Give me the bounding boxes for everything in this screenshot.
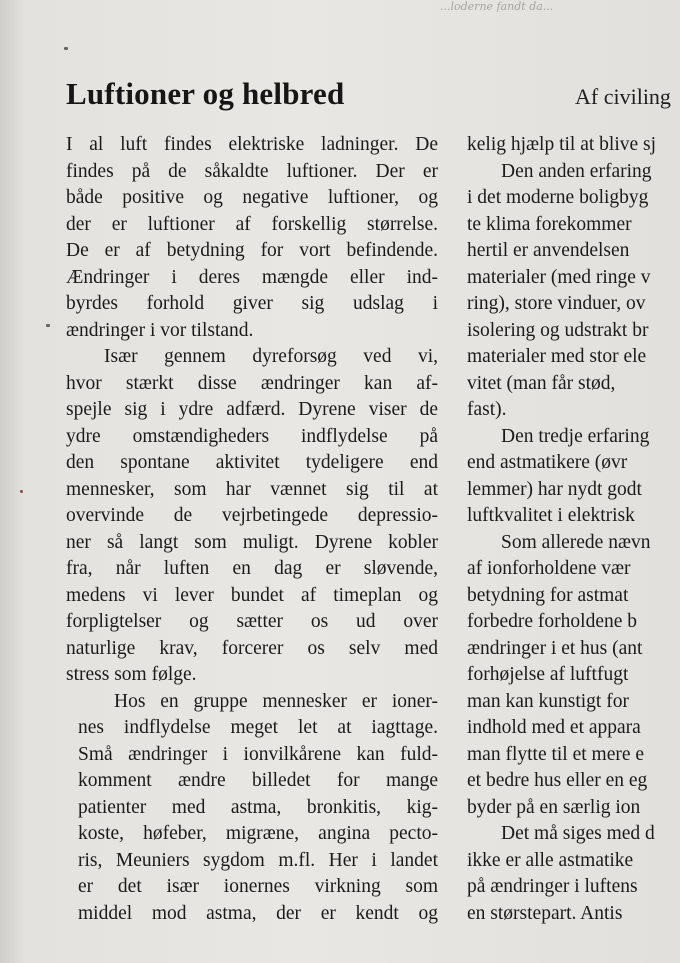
text-line: middel mod astma, der er kendt og — [78, 902, 438, 924]
text-line: medens vi lever bundet af timeplan og — [66, 584, 438, 606]
text-line: fra, når luften en dag er sløvende, — [66, 558, 438, 579]
text-line: materialer med stor ele — [467, 346, 647, 367]
text-line: isolering og udstrakt br — [467, 319, 649, 341]
text-line: er det især ionernes virkning som — [78, 876, 438, 897]
scan-speck — [20, 490, 23, 493]
text-line: ændringer i vor tilstand. — [66, 319, 254, 341]
scan-speck — [64, 47, 68, 50]
text-line: forbedre forholdene b — [467, 611, 638, 632]
text-line: den spontane aktivitet tydeligere end — [66, 452, 438, 473]
article-headline: Luftioner og helbred — [66, 76, 345, 111]
text-line: materialer (med ringe v — [467, 266, 651, 288]
text-line: stress som følge. — [66, 664, 197, 685]
scan-speck — [46, 324, 50, 327]
text-line: Ændringer i deres mængde eller ind- — [66, 266, 438, 288]
text-line: koste, høfeber, migræne, angina pecto- — [78, 823, 438, 844]
text-line: overvinde de vejrbetingede depressio- — [66, 505, 438, 526]
text-line: lemmer) har nydt godt — [467, 478, 642, 500]
text-line: både positive og negative luftioner, og — [66, 187, 438, 208]
text-line: ikke er alle astmatike — [467, 849, 634, 871]
text-line: indhold med et appara — [467, 717, 641, 738]
text-line: spejle sig i ydre adfærd. Dyrene viser de — [66, 399, 438, 420]
paragraph-2 — [66, 344, 451, 689]
text-line: mennesker, som har vænnet sig til at — [66, 478, 438, 500]
text-line: forhøjelse af luftfugt — [467, 664, 629, 685]
text-line: Som allerede nævn — [501, 531, 651, 553]
paragraph-3 — [66, 689, 451, 928]
text-line: på ændringer i luftens — [467, 876, 638, 897]
text-line: ydre omstændigheders indflydelse på — [66, 425, 438, 447]
text-line: luftkvalitet i elektrisk — [467, 505, 635, 526]
text-line: vitet (man får stød, — [467, 372, 616, 394]
text-line: Hos en gruppe mennesker er ioner- — [114, 690, 438, 712]
text-line: Især gennem dyreforsøg ved vi, — [104, 346, 438, 367]
text-line: byrdes forhold giver sig udslag i — [66, 293, 438, 314]
text-line: nes indflydelse meget let at iagttage. — [78, 717, 438, 738]
text-line: naturlige krav, forcerer os selv med — [66, 637, 438, 659]
cropped-header-text: ...loderne fandt da... — [440, 0, 554, 12]
text-line: te klima forekommer — [467, 213, 632, 235]
text-line: Det må siges med d — [501, 823, 655, 844]
text-line: ring), store vinduer, ov — [467, 293, 646, 314]
text-line: Den tredje erfaring — [501, 425, 650, 447]
text-line: hertil er anvendelsen — [467, 240, 630, 261]
text-line: De er af betydning for vort befindende. — [66, 240, 438, 261]
paragraph-1 — [66, 132, 451, 344]
text-line: et bedre hus eller en eg — [467, 770, 648, 791]
text-line: man kan kunstigt for — [467, 690, 629, 712]
text-line: kelig hjælp til at blive sj — [467, 134, 657, 155]
text-line: ner så langt som muligt. Dyrene kobler — [66, 531, 438, 553]
text-line: komment ændre billedet for mange — [78, 770, 438, 791]
text-line: patienter med astma, bronkitis, kig- — [78, 796, 438, 818]
text-line: Den anden erfaring — [501, 160, 652, 182]
text-line: fast). — [467, 399, 507, 420]
text-line: ris, Meuniers sygdom m.fl. Her i landet — [78, 849, 438, 871]
text-line: betydning for astmat — [467, 584, 629, 606]
text-line: i det moderne boligbyg — [467, 187, 649, 208]
text-line: I al luft findes elektriske ladninger. De — [66, 134, 438, 155]
text-line: ændringer i et hus (ant — [467, 637, 643, 659]
text-line: der er luftioner af forskellig størrelse. — [66, 213, 438, 235]
right-column — [467, 132, 680, 927]
text-line: byder på en særlig ion — [467, 796, 641, 818]
text-line: findes på de såkaldte luftioner. Der er — [66, 160, 438, 182]
text-line: Små ændringer i ionvilkårene kan fuld- — [78, 743, 438, 765]
text-line: af ionforholdene vær — [467, 558, 631, 579]
left-column — [66, 132, 451, 927]
text-line: man flytte til et mere e — [467, 743, 645, 765]
text-line: forpligtelser og sætter os ud over — [66, 611, 438, 632]
article-byline: Af civiling — [575, 84, 671, 109]
text-line: en størstepart. Antis — [467, 902, 623, 924]
text-line: end astmatikere (øvr — [467, 452, 628, 473]
text-line: hvor stærkt disse ændringer kan af- — [66, 372, 438, 394]
